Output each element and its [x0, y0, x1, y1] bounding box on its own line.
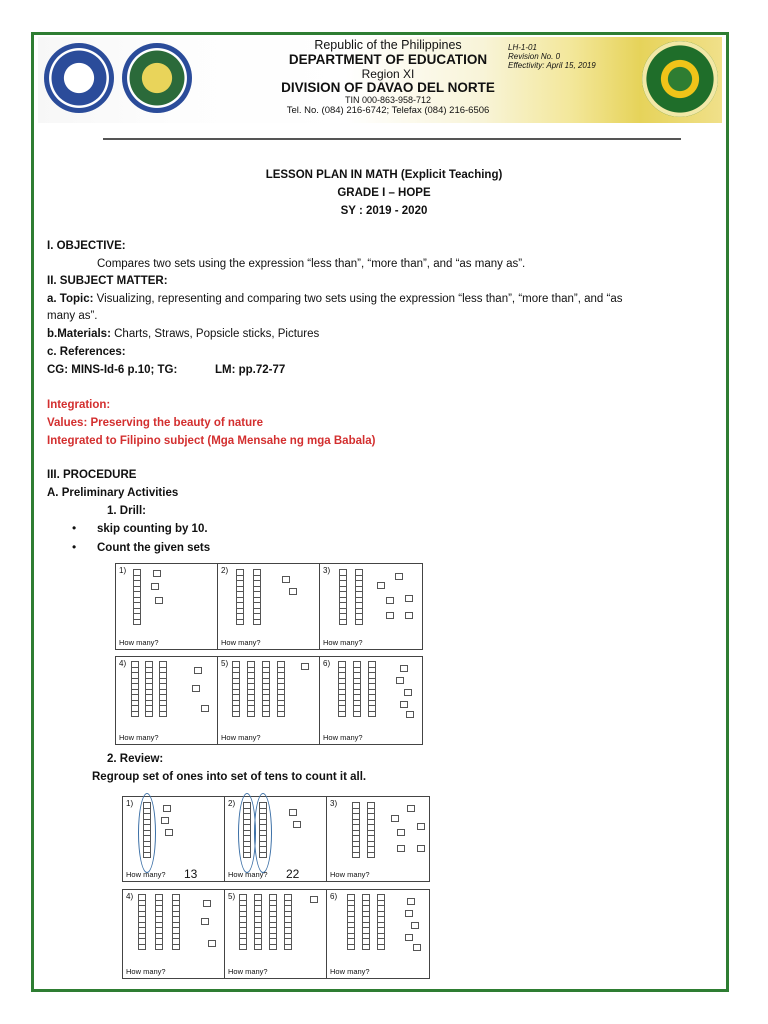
tens-column: [347, 895, 355, 950]
ones-square: [400, 701, 408, 708]
unit-cell: [236, 619, 244, 626]
drill-cell-1: [116, 564, 218, 649]
ones-square: [400, 665, 408, 672]
tens-column: [172, 895, 180, 950]
review-worksheet-row-1: [122, 796, 430, 882]
division-line: DIVISION OF DAVAO DEL NORTE: [281, 79, 495, 95]
objective-heading: I. OBJECTIVE:: [47, 240, 126, 252]
preliminary-heading: A. Preliminary Activities: [47, 487, 179, 499]
ones-square: [405, 910, 413, 917]
unit-cell: [262, 711, 270, 718]
how-many-label: How many?: [323, 638, 363, 647]
unit-cell: [159, 711, 167, 718]
how-many-label: How many?: [221, 733, 261, 742]
review-cell-4: [123, 890, 225, 978]
ones-square: [289, 809, 297, 816]
unit-cell: [232, 711, 240, 718]
how-many-label: How many?: [323, 733, 363, 742]
cell-number: 4): [119, 659, 127, 668]
how-many-label: How many?: [330, 967, 370, 976]
ones-square: [397, 845, 405, 852]
topic-label: a. Topic:: [47, 293, 94, 305]
bullet-1: skip counting by 10.: [97, 523, 208, 535]
tel-line: Tel. No. (084) 216-6742; Telefax (084) 216-6506: [286, 104, 490, 116]
tens-column: [236, 570, 244, 625]
unit-cell: [133, 619, 141, 626]
region-line: Region XI: [361, 66, 415, 81]
ones-square: [417, 823, 425, 830]
unit-cell: [138, 944, 146, 951]
cell-number: 5): [221, 659, 229, 668]
tens-column: [377, 895, 385, 950]
tens-column: [339, 570, 347, 625]
unit-cell: [269, 944, 277, 951]
unit-cell: [253, 619, 261, 626]
tens-column: [277, 662, 285, 717]
tens-column: [155, 895, 163, 950]
ones-square: [155, 597, 163, 604]
integration-heading: Integration:: [47, 399, 111, 411]
tens-column: [355, 570, 363, 625]
cell-number: 6): [323, 659, 331, 668]
topic-line: [47, 292, 623, 306]
unit-cell: [145, 711, 153, 718]
unit-cell: [368, 711, 376, 718]
how-many-label: How many?: [228, 967, 268, 976]
ones-square: [395, 573, 403, 580]
review-cell-2: [225, 797, 327, 881]
drill-cell-2: [218, 564, 320, 649]
references-heading: c. References:: [47, 346, 126, 358]
tens-column: [159, 662, 167, 717]
unit-cell: [247, 711, 255, 718]
review-worksheet-row-2: [122, 889, 430, 979]
ones-square: [301, 663, 309, 670]
unit-cell: [339, 619, 347, 626]
tens-column: [338, 662, 346, 717]
cell-number: 3): [323, 566, 331, 575]
ones-square: [151, 583, 159, 590]
cell-number: 3): [330, 799, 338, 808]
how-many-label: How many?: [221, 638, 261, 647]
review-cell-5: [225, 890, 327, 978]
ones-square: [163, 805, 171, 812]
tens-column: [145, 662, 153, 717]
ones-square: [396, 677, 404, 684]
unit-cell: [239, 944, 247, 951]
unit-cell: [347, 944, 355, 951]
review-cell-6: [327, 890, 429, 978]
topic-text: Visualizing, representing and comparing two sets using the expression “less than”, “more than”, and “as: [93, 293, 623, 305]
tens-column: [367, 803, 375, 858]
unit-cell: [172, 944, 180, 951]
deped-seal-logo: [44, 43, 114, 113]
effectivity-date: Effectivity: April 15, 2019: [508, 61, 596, 71]
letterhead-text: [233, 39, 543, 116]
grouping-circle: [138, 793, 156, 873]
cell-number: 6): [330, 892, 338, 901]
cell-number: 1): [126, 799, 134, 808]
unit-cell: [353, 711, 361, 718]
tens-column: [247, 662, 255, 717]
unit-cell: [367, 852, 375, 859]
tens-column: [269, 895, 277, 950]
objective-text: Compares two sets using the expression “less than”, “more than”, and “as many as”.: [97, 258, 526, 270]
how-many-label: How many?: [119, 638, 159, 647]
ones-square: [203, 900, 211, 907]
ones-square: [413, 944, 421, 951]
answer-22: 22: [286, 867, 300, 881]
drill-cell-3: [320, 564, 422, 649]
drill-cell-5: [218, 657, 320, 744]
lm-reference: LM: pp.72-77: [215, 364, 286, 376]
tens-column: [253, 570, 261, 625]
drill-heading: 1. Drill:: [107, 505, 146, 517]
ones-square: [165, 829, 173, 836]
unit-cell: [352, 852, 360, 859]
ones-square: [201, 705, 209, 712]
header-divider: [103, 138, 681, 140]
unit-cell: [155, 944, 163, 951]
ones-square: [377, 582, 385, 589]
ones-square: [386, 597, 394, 604]
materials-line: [47, 327, 319, 341]
how-many-label: How many?: [119, 733, 159, 742]
drill-worksheet-row-2: [115, 656, 423, 745]
ones-square: [161, 817, 169, 824]
ones-square: [405, 934, 413, 941]
department-line: DEPARTMENT OF EDUCATION: [288, 51, 488, 67]
review-cell-3: [327, 797, 429, 881]
review-cell-1: [123, 797, 225, 881]
revision-info: [508, 43, 596, 71]
unit-cell: [355, 619, 363, 626]
ones-square: [153, 570, 161, 577]
how-many-label: How many?: [126, 967, 166, 976]
materials-text: Charts, Straws, Popsicle sticks, Pictures: [110, 328, 320, 340]
unit-cell: [338, 711, 346, 718]
unit-cell: [377, 944, 385, 951]
tens-column: [133, 570, 141, 625]
cell-number: 4): [126, 892, 134, 901]
drill-cell-4: [116, 657, 218, 744]
bullet-2-dot: •: [72, 540, 77, 554]
drill-cell-6: [320, 657, 422, 744]
tin-line: TIN 000-863-958-712: [344, 94, 432, 105]
tens-column: [362, 895, 370, 950]
letterhead: [38, 37, 722, 123]
ones-square: [391, 815, 399, 822]
unit-cell: [277, 711, 285, 718]
unit-cell: [254, 944, 262, 951]
division-seal-logo: [642, 41, 718, 117]
republic-line: Republic of the Philippines: [314, 38, 462, 52]
procedure-heading: III. PROCEDURE: [47, 469, 137, 481]
ones-square: [208, 940, 216, 947]
tens-column: [284, 895, 292, 950]
education-seal-logo: [122, 43, 192, 113]
revision-number: Revision No. 0: [508, 52, 561, 62]
tens-column: [353, 662, 361, 717]
cell-number: 1): [119, 566, 127, 575]
ones-square: [194, 667, 202, 674]
review-text: Regroup set of ones into set of tens to count it all.: [92, 771, 367, 783]
cell-number: 2): [228, 799, 236, 808]
tens-column: [352, 803, 360, 858]
tens-column: [368, 662, 376, 717]
bullet-1-dot: •: [72, 521, 77, 535]
topic-text-cont: many as”.: [47, 310, 98, 322]
ones-square: [192, 685, 200, 692]
answer-13: 13: [184, 867, 198, 881]
subject-matter-heading: II. SUBJECT MATTER:: [47, 275, 168, 287]
ones-square: [417, 845, 425, 852]
tens-column: [232, 662, 240, 717]
ones-square: [407, 898, 415, 905]
ones-square: [201, 918, 209, 925]
cg-reference: CG: MINS-Id-6 p.10; TG:: [47, 364, 178, 376]
drill-worksheet-row-1: [115, 563, 423, 650]
ones-square: [404, 689, 412, 696]
school-year: SY : 2019 - 2020: [340, 205, 428, 217]
cell-number: 2): [221, 566, 229, 575]
unit-cell: [131, 711, 139, 718]
review-heading: 2. Review:: [107, 753, 164, 765]
tens-column: [254, 895, 262, 950]
materials-label: b.Materials:: [47, 328, 111, 340]
doc-title: LESSON PLAN IN MATH (Explicit Teaching): [265, 169, 503, 181]
values-integration: Values: Preserving the beauty of nature: [47, 417, 264, 429]
tens-column: [131, 662, 139, 717]
tens-column: [262, 662, 270, 717]
ones-square: [406, 711, 414, 718]
cell-number: 5): [228, 892, 236, 901]
how-many-label: How many?: [228, 870, 268, 879]
ones-square: [289, 588, 297, 595]
ones-square: [386, 612, 394, 619]
tens-column: [138, 895, 146, 950]
ones-square: [397, 829, 405, 836]
grade-line: GRADE I – HOPE: [337, 187, 431, 199]
ones-square: [310, 896, 318, 903]
ones-square: [407, 805, 415, 812]
tens-column: [239, 895, 247, 950]
ones-square: [282, 576, 290, 583]
form-code: LH-1-01: [508, 43, 537, 52]
ones-square: [405, 595, 413, 602]
unit-cell: [284, 944, 292, 951]
how-many-label: How many?: [126, 870, 166, 879]
ones-square: [411, 922, 419, 929]
how-many-label: How many?: [330, 870, 370, 879]
ones-square: [405, 612, 413, 619]
filipino-integration: Integrated to Filipino subject (Mga Mensahe ng mga Babala): [47, 435, 376, 447]
ones-square: [293, 821, 301, 828]
bullet-2: Count the given sets: [97, 542, 211, 554]
grouping-circle: [254, 793, 272, 873]
unit-cell: [362, 944, 370, 951]
